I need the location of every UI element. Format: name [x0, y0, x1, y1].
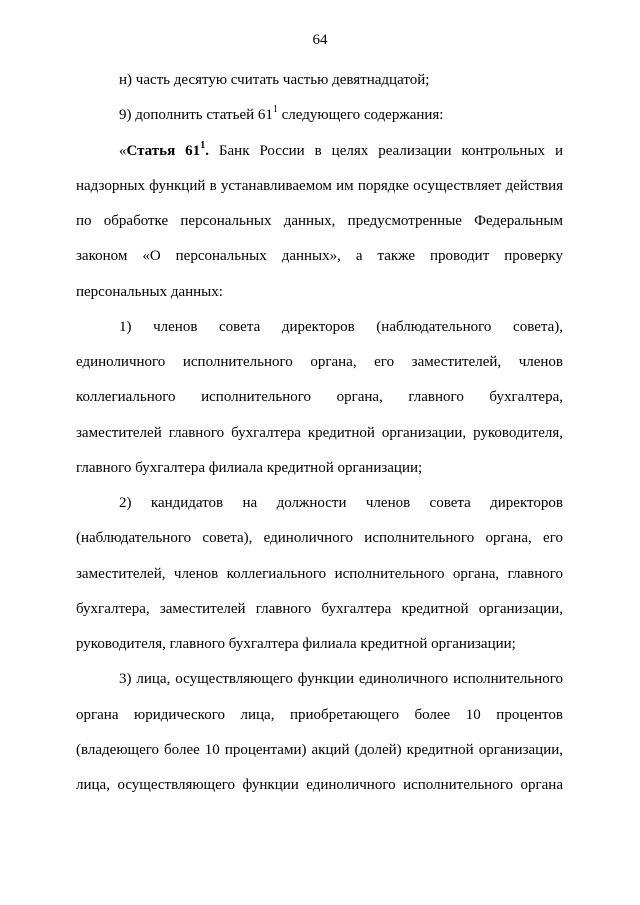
article-line: по обработке персональных данных, предусмотренные Федеральным [76, 213, 563, 229]
article-line: законом «О персональных данных», а также проводит проверку [76, 248, 563, 264]
point-2-line: (наблюдательного совета), единоличного исполнительного органа, его [76, 530, 563, 546]
item-9-superscript: 1 [272, 104, 278, 115]
item-9 [119, 106, 443, 124]
point-1-line: 1) членов совета директоров (наблюдательного совета), [119, 319, 563, 335]
article-open-quote: « [119, 143, 127, 159]
point-3-line: органа юридического лица, приобретающего более 10 процентов [76, 707, 563, 723]
point-3-line: (владеющего более 10 процентами) акций (долей) кредитной организации, [76, 742, 563, 758]
article-title: Статья $61^1$. [126, 140, 209, 159]
article-first-line-rest: Банк России в целях реализации контрольных и [208, 143, 564, 159]
point-1-line: заместителей главного бухгалтера кредитной организации, руководителя, [76, 425, 563, 441]
item-9-text-before: 9) дополнить статьей 61 [119, 107, 273, 123]
point-3-line: 3) лица, осуществляющего функции единоличного исполнительного [119, 671, 563, 687]
point-1-line: коллегиального исполнительного органа, главного бухгалтера, [76, 389, 563, 405]
point-2-line: бухгалтера, заместителей главного бухгалтера кредитной организации, [76, 601, 563, 617]
point-2-line: руководителя, главного бухгалтера филиала кредитной организации; [76, 636, 516, 652]
article-heading-line [119, 142, 563, 160]
point-2-line: 2) кандидатов на должности членов совета директоров [119, 495, 563, 511]
point-1-line: единоличного исполнительного органа, его заместителей, членов [76, 354, 563, 370]
point-2-line: заместителей, членов коллегиального исполнительного органа, главного [76, 566, 563, 582]
article-line: надзорных функций в устанавливаемом им порядке осуществляет действия [76, 178, 563, 194]
article-title-superscript: 1 [200, 140, 206, 151]
article-line: персональных данных: [76, 284, 223, 300]
point-1-line: главного бухгалтера филиала кредитной организации; [76, 460, 423, 476]
point-3-line: лица, осуществляющего функции единоличного исполнительного органа [76, 777, 563, 793]
page-number: 64 [312, 32, 328, 48]
item-n: н) часть десятую считать частью девятнадцатой; [119, 72, 430, 88]
item-9-text-after: следующего содержания: [277, 107, 444, 123]
